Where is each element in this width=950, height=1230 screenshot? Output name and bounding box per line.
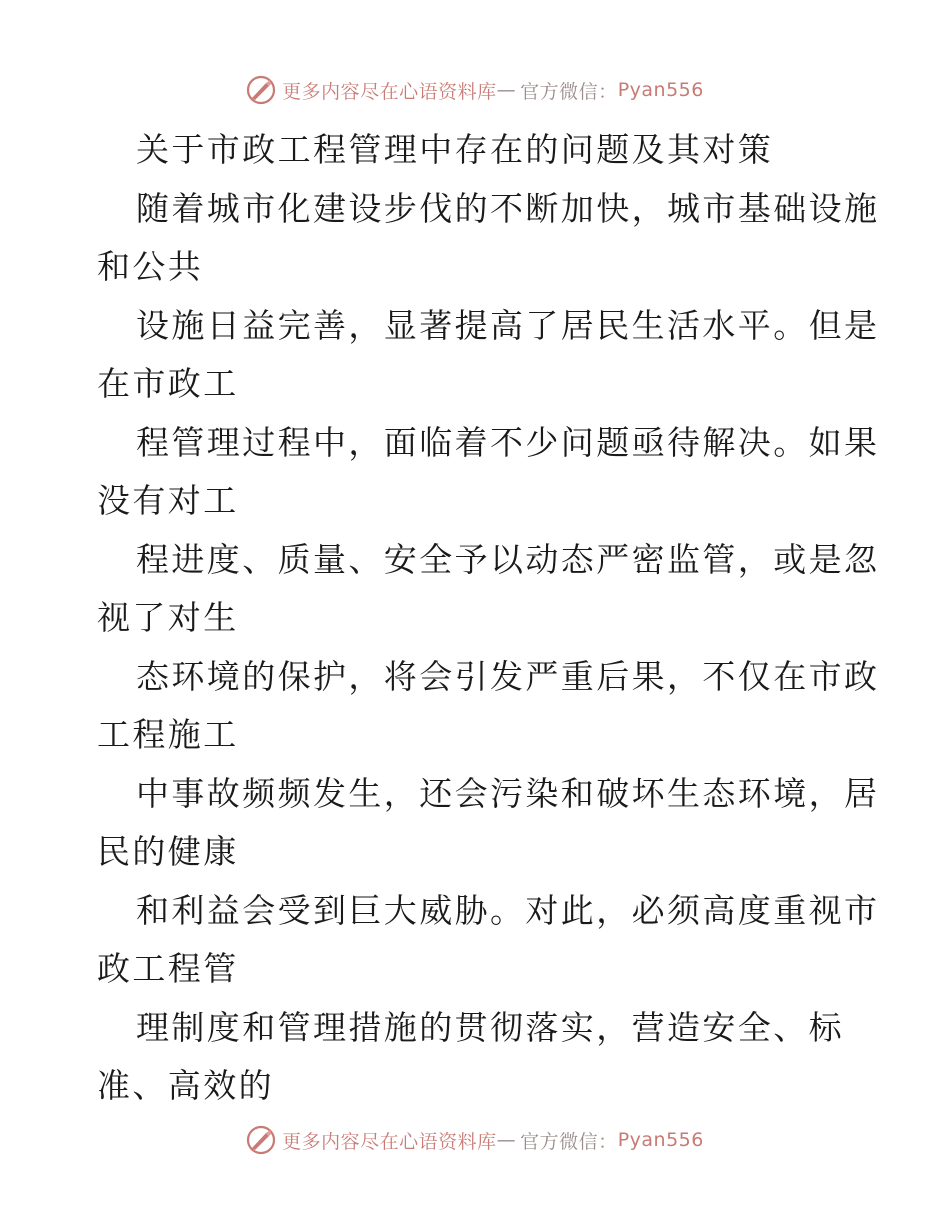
quill-logo-icon — [246, 75, 276, 105]
banner-wechat-label: 官方微信： — [520, 1130, 618, 1153]
header-banner — [0, 70, 950, 110]
paragraph-line: 政工程管 — [97, 949, 239, 988]
banner-separator: — — [496, 1129, 517, 1151]
banner-site-text: 更多内容尽在心语资料库 — [282, 1130, 497, 1153]
banner-wechat-id: Pyan556 — [617, 1129, 704, 1151]
paragraph-line: 工程施工 — [97, 715, 239, 754]
paragraph-line: 在市政工 — [97, 364, 239, 403]
paragraph-line: 程进度、质量、安全予以动态严密监管，或是忽 — [136, 539, 880, 579]
paragraph-line: 和公共 — [97, 247, 204, 286]
banner-wechat-label: 官方微信： — [520, 80, 618, 103]
paragraph-line: 态环境的保护，将会引发严重后果，不仅在市政 — [136, 656, 880, 696]
paragraph-line: 程管理过程中，面临着不少问题亟待解决。如果 — [136, 422, 880, 462]
paragraph-line: 没有对工 — [97, 481, 239, 520]
paragraph-line: 和利益会受到巨大威胁。对此，必须高度重视市 — [136, 890, 880, 930]
document-body — [97, 121, 880, 1116]
paragraph-line: 随着城市化建设步伐的不断加快，城市基础设施 — [136, 188, 880, 228]
paragraph-line: 设施日益完善，显著提高了居民生活水平。但是 — [136, 305, 880, 345]
paragraph-line: 民的健康 — [97, 832, 239, 871]
paragraph-line: 理制度和管理措施的贯彻落实，营造安全、标 — [136, 1007, 844, 1047]
quill-logo-icon — [246, 1125, 276, 1155]
footer-banner — [0, 1120, 950, 1160]
banner-site-text: 更多内容尽在心语资料库 — [282, 80, 497, 103]
banner-wechat-id: Pyan556 — [617, 79, 704, 101]
paragraph-line: 中事故频频发生，还会污染和破坏生态环境，居 — [136, 773, 880, 813]
paragraph-line: 视了对生 — [97, 598, 239, 637]
document-title: 关于市政工程管理中存在的问题及其对策 — [136, 130, 774, 169]
banner-separator: — — [496, 79, 517, 101]
paragraph-line: 准、高效的 — [97, 1066, 274, 1105]
